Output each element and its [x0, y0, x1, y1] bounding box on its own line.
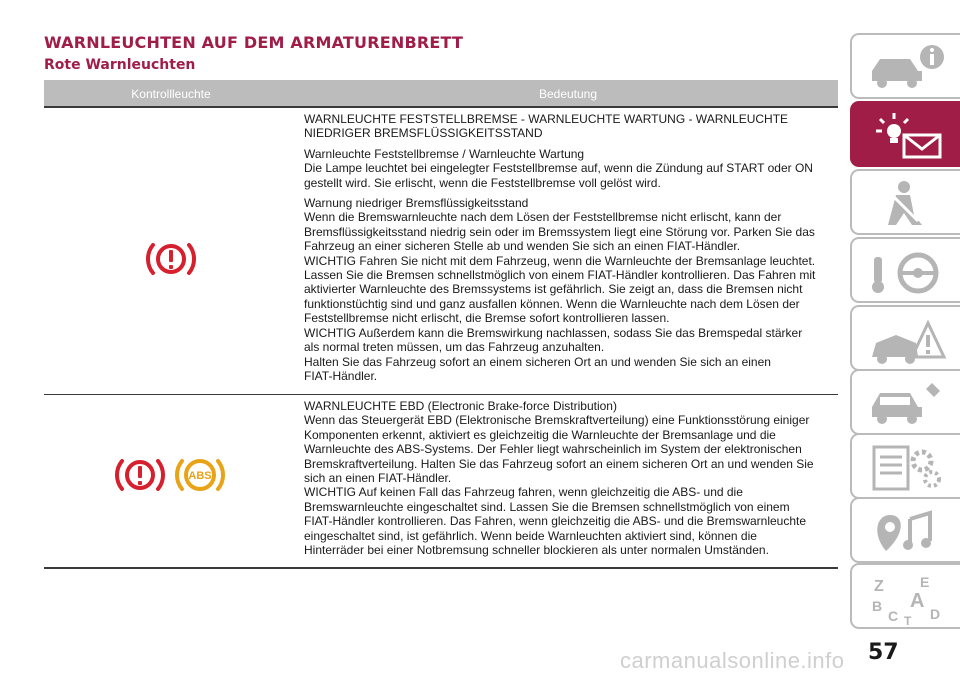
section-subtitle: Rote Warnleuchten [44, 57, 196, 73]
paragraph: Warnung niedriger Bremsflüssigkeitsstand Wenn die Bremswarnleuchte nach dem Lösen der Feststellbremse nicht erlischt, kann der Bremsflüssigkeitsstand niedrig sein oder im Bremssystem liegt eine Störung vor. Parken Sie das Fahrzeug an einer sicheren Stelle ab und wenden Sie sich an einen FIAT-Händler. WICHTIG Fahren Sie nicht mit dem Fahrzeug, wenn die Warnleuchte der Bremsanlage leuchtet. Lassen Sie die Bremsen schnellstmöglich von einem FIAT-Händler kontrollieren. Das Fahren mit aktivierter Warnleuchte des Bremssystems ist gefährlich. Sie zeigt an, dass die Bremsen nicht funktionstüchtig sind und ganz ausfallen können. Wenn die Warnleuchte nach dem Lösen der Feststellbremse nicht erlischt, die Bremse sofort kontrollieren lassen. WICHTIG Außerdem kann die Bremswirkung nachlassen, sodass Sie das Bremspedal stärker als normal treten müssen, um das Fahrzeug anzuhalten. Halten Sie das Fahrzeug sofort an einem sicheren Ort an und wenden Sie sich an einen FIAT-Händler. [304, 196, 816, 383]
abs-label: ABS [188, 470, 212, 482]
index-icon [866, 571, 950, 625]
multimedia-icon [866, 505, 950, 559]
svg-text:B: B [872, 598, 883, 614]
technical-data-icon [866, 441, 950, 495]
svg-text:Z: Z [874, 578, 884, 595]
watermark: carmanualsonline.info [620, 648, 845, 673]
tab-maintenance[interactable] [850, 369, 960, 435]
tab-emergency[interactable] [850, 305, 960, 371]
svg-text:C: C [888, 608, 899, 624]
tab-warning-lights[interactable] [850, 101, 960, 167]
tab-index[interactable] [850, 563, 960, 629]
svg-text:T: T [904, 614, 912, 625]
brake-warning-icon [112, 447, 168, 503]
tab-car-info[interactable] [850, 33, 960, 99]
page-number: 57 [868, 640, 899, 665]
car-info-icon [866, 41, 950, 95]
tab-safety[interactable] [850, 169, 960, 235]
chapter-sidebar [850, 0, 960, 678]
icon-cell [44, 395, 298, 567]
paragraph: Warnleuchte Feststellbremse / Warnleuchte Wartung Die Lampe leuchtet bei eingelegter Feststellbremse auf, wenn die Zündung auf START oder ON gestellt wird. Sie erlischt, wenn die Feststellbremse voll gelöst wird. [304, 146, 813, 190]
paragraph: WARNLEUCHTE FESTSTELLBREMSE - WARNLEUCHTE WARTUNG - WARNLEUCHTE NIEDRIGER BREMSFLÜSSIGKEITSSTAND [304, 112, 789, 141]
tab-starting-driving[interactable] [850, 237, 960, 303]
emergency-icon [866, 313, 950, 367]
warning-lights-icon [866, 109, 950, 163]
page-title: WARNLEUCHTEN AUF DEM ARMATURENBRETT [44, 33, 464, 52]
maintenance-icon [866, 377, 950, 431]
abs-warning-icon [172, 447, 228, 503]
safety-airbag-icon [866, 177, 950, 231]
column-header-bedeutung: Bedeutung [538, 87, 598, 101]
description-cell [304, 399, 840, 563]
svg-text:E: E [920, 574, 930, 590]
svg-text:D: D [930, 606, 941, 622]
icon-cell [44, 108, 298, 394]
tab-multimedia[interactable] [850, 497, 960, 563]
table-row [44, 108, 838, 395]
tab-technical-data[interactable] [850, 433, 960, 499]
brake-warning-icon [143, 231, 199, 287]
description-cell [304, 112, 840, 389]
column-header-kontrollleuchte: Kontrollleuchte [131, 87, 211, 101]
paragraph: WARNLEUCHTE EBD (Electronic Brake-force Distribution) Wenn das Steuergerät EBD (Elektronische Bremskraftverteilung) eine Funktionsstörung einiger Komponenten erkennt, aktiviert es gleichzeitig die Warnleuchte der Bremsanlage und die Warnleuchte des ABS-Systems. Der Fehler liegt wahrscheinlich im System der elektronischen Bremskraftverteilung. Halten Sie das Fahrzeug sofort an einem sicheren Ort an und wenden Sie sich an einen FIAT-Händler. WICHTIG Auf keinen Fall das Fahrzeug fahren, wenn gleichzeitig die ABS- und die Bremswarnleuchte eingeschaltet sind. Lassen Sie die Bremsen schnellstmöglich von einem FIAT-Händler kontrollieren. Das Fahren, wenn gleichzeitig die ABS- und die Bremswarnleuchte eingeschaltet sind, ist gefährlich. Wenn beide Warnleuchten aktiviert sind, können die Hinterräder bei einer Notbremsung schneller blockieren als unter normalen Umständen. [304, 399, 814, 558]
table-row [44, 395, 838, 569]
svg-text:A: A [910, 590, 925, 612]
starting-driving-icon [866, 245, 950, 299]
table-header [44, 80, 838, 108]
